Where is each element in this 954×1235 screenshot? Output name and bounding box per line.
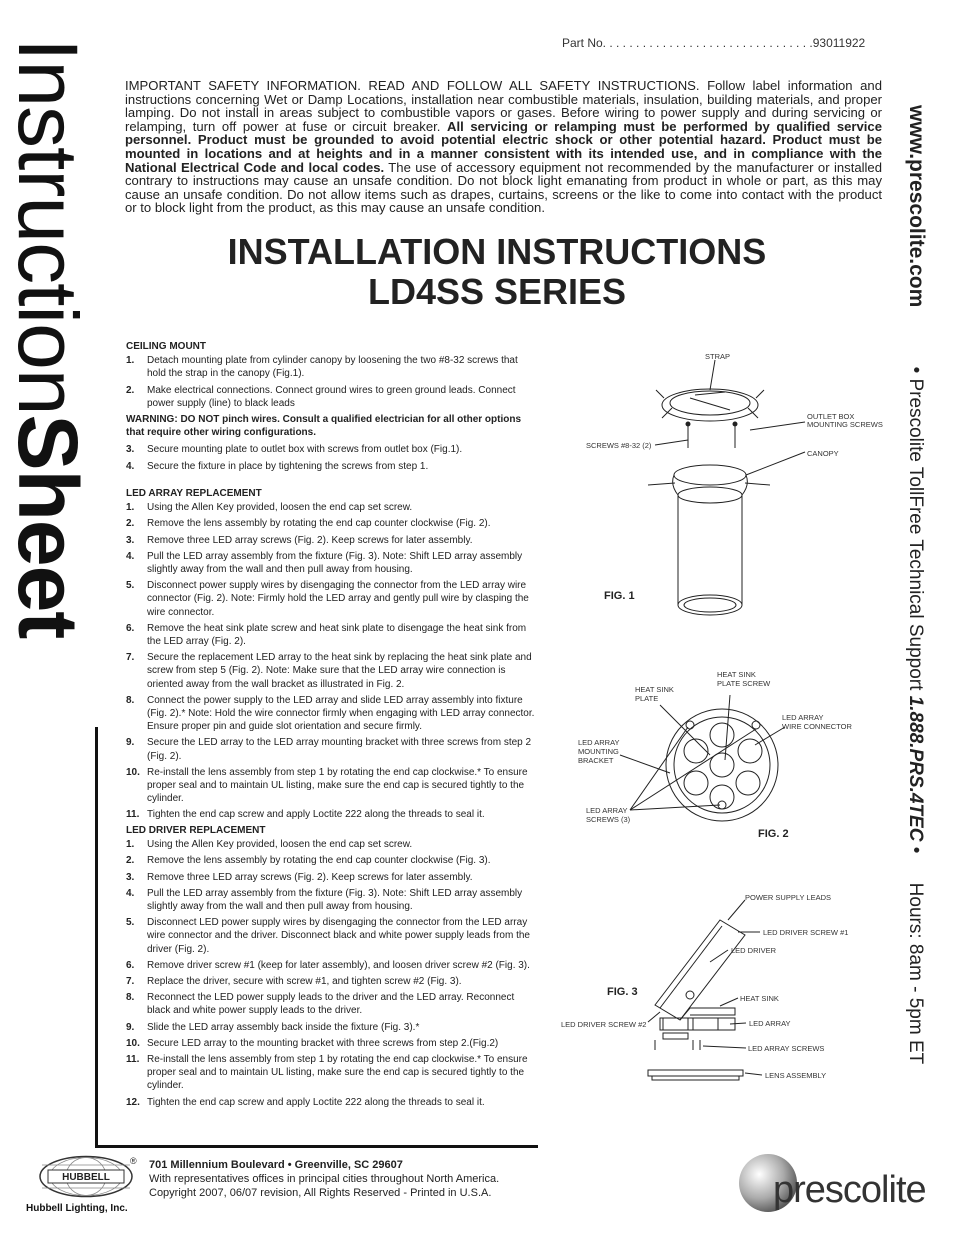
step-number: 6. xyxy=(126,622,135,634)
title-sheet: Sheet xyxy=(1,414,95,639)
instruction-step xyxy=(126,534,538,547)
step-number: 8. xyxy=(126,992,135,1004)
ceiling-warning: WARNING: DO NOT pinch wires. Consult a qualified electrician for all other options that require other wiring configurations. xyxy=(126,414,522,439)
bullet-2: • xyxy=(905,846,926,854)
step-number: 4. xyxy=(126,460,135,472)
step-number: 11. xyxy=(126,1054,140,1066)
step-text: Using the Allen Key provided, loosen the end cap set screw. xyxy=(147,839,413,851)
fig1-mounting-screws-label: MOUNTING SCREWS xyxy=(807,420,883,429)
safety-text-bold: All servicing or relamping must be performed by qualified service personnel. Product must be grounded to avoid potential electric shock or other potential hazard. Product must be mounted in locations and at heights and in a manner consistent with its intended use, and in compliance with the National Electrical Code and local codes. xyxy=(125,118,882,175)
step-number: 7. xyxy=(126,976,135,988)
step-number: 9. xyxy=(126,737,135,749)
footer-copyright: Copyright 2007, 06/07 revision, All Rights Reserved - Printed in U.S.A. xyxy=(149,1187,492,1199)
instruction-step xyxy=(126,838,538,851)
step-number: 1. xyxy=(126,839,135,851)
instruction-step xyxy=(126,736,538,762)
instruction-step xyxy=(126,1037,538,1050)
step-text: Re-install the lens assembly from step 1 by rotating the end cap clockwise.* To ensure proper seal and to maintain UL listing, make sure the end cap is secured tightly to the cylinder. xyxy=(147,766,528,805)
instruction-sheet-vertical-title xyxy=(0,38,126,738)
main-title-line-1: INSTALLATION INSTRUCTIONS xyxy=(227,231,767,272)
fig2-wire-connector-label-1: LED ARRAY xyxy=(782,713,824,722)
step-text: Re-install the lens assembly from step 1 by rotating the end cap clockwise.* To ensure proper seal and to maintain UL listing, make sure the end cap is secured tightly to the cylinder. xyxy=(147,1054,528,1092)
hubbell-logo xyxy=(38,1155,134,1198)
prescolite-logo-text: prescolite xyxy=(773,1169,926,1211)
step-text: Secure the LED array to the LED array mounting bracket with three screws from step 2 (Fig. 2). xyxy=(147,737,532,762)
step-number: 8. xyxy=(126,694,135,706)
instruction-step xyxy=(126,694,538,734)
step-number: 10. xyxy=(126,1037,140,1049)
fig2-heat-sink-plate-label-1: HEAT SINK xyxy=(635,685,674,694)
fig3-led-array-label: LED ARRAY xyxy=(749,1019,791,1028)
step-text: Detach mounting plate from cylinder canopy by loosening the two #8-32 screws that hold the strap in the canopy (Fig.1). xyxy=(147,355,518,380)
support-hours: Hours: 8am - 5pm ET xyxy=(905,882,926,1065)
step-text: Reconnect the LED power supply leads to the driver and the LED array. Reconnect black and white power supply leads to the driver. xyxy=(147,992,515,1017)
step-text: Slide the LED array assembly back inside the fixture (Fig. 3).* xyxy=(147,1021,420,1033)
right-contact-strip xyxy=(890,105,936,1135)
part-number-dots: . . . . . . . . . . . . . . . . . . . . . . . . . . . . . . . xyxy=(606,36,813,50)
step-text: Secure the replacement LED array to the heat sink by replacing the heat sink plate and screw from step 5 (Fig. 2). Note: Make sure that the LED array wire connection is oriented away from the wall bracket as illustrated in Fig. 2. xyxy=(147,652,532,690)
website-url[interactable]: www.prescolite.com xyxy=(905,105,928,308)
support-text: Prescolite TollFree Technical Support xyxy=(905,378,926,691)
led-array-heading: LED ARRAY REPLACEMENT xyxy=(126,488,262,499)
fig2-heat-sink-plate-label-2: PLATE xyxy=(635,694,659,703)
safety-information xyxy=(125,79,882,215)
step-number: 11. xyxy=(126,809,140,821)
step-text: Tighten the end cap screw and apply Loctite 222 along the threads to seal it. xyxy=(147,1096,485,1108)
step-text: Disconnect LED power supply wires by disengaging the connector from the LED array wire connector and the driver. Disconnect black and white power supply leads from the driver (Fig. 2). xyxy=(147,917,530,955)
step-number: 2. xyxy=(126,518,135,530)
step-text: Remove three LED array screws (Fig. 2). Keep screws for later assembly. xyxy=(147,534,473,546)
safety-text-1: IMPORTANT SAFETY INFORMATION. READ AND FOLLOW ALL SAFETY INSTRUCTIONS. Follow label information and instructions concerning Wet or Damp Locations, installation near combustible materials, insulation, building materials, and proper lamping. Do not install in areas subject to combustible vapors or gases. Before wiring to power supply and during servicing or relamping, turn off power at fuse or circuit breaker. xyxy=(125,78,882,134)
instruction-step xyxy=(126,871,538,884)
step-text: Secure the fixture in place by tightening the screws from step 1. xyxy=(147,460,429,472)
support-phone: 1.888.PRS.4TEC xyxy=(905,695,926,842)
step-number: 3. xyxy=(126,444,135,456)
step-text: Pull the LED array assembly from the fixture (Fig. 3). Note: Shift LED array assembly slightly away from the wall and then pull away from housing. xyxy=(147,887,523,913)
instruction-step xyxy=(126,959,538,972)
step-number: 1. xyxy=(126,502,135,514)
fig1-canopy-label: CANOPY xyxy=(807,449,839,458)
title-instruction: Instruction xyxy=(1,38,95,415)
fig3-driver-screw1-label: LED DRIVER SCREW #1 xyxy=(763,928,849,937)
main-title-line-2: LD4SS SERIES xyxy=(367,271,627,312)
fig2-bracket-label-3: BRACKET xyxy=(578,756,614,765)
instruction-step xyxy=(126,887,538,913)
step-text: Using the Allen Key provided, loosen the end cap set screw. xyxy=(147,502,413,514)
led-driver-replacement-section xyxy=(126,824,538,1112)
fig2-wire-connector-label-2: WIRE CONNECTOR xyxy=(782,722,852,731)
instruction-step xyxy=(126,916,538,956)
led-array-replacement-section xyxy=(126,487,538,825)
instruction-step xyxy=(126,384,538,410)
step-number: 3. xyxy=(126,534,135,546)
ceiling-mount-heading: CEILING MOUNT xyxy=(126,341,206,352)
step-text: Connect the power supply to the LED array and slide LED array assembly into fixture (Fig. 2).* Note: Hold the wire connector firmly when engaging with LED array connector. Ensure proper pin and guide slot orientation and secure firmly. xyxy=(147,694,535,733)
step-text: Remove the heat sink plate screw and heat sink plate to disengage the heat sink from the LED array (Fig. 2). xyxy=(147,622,527,648)
step-number: 4. xyxy=(126,887,135,899)
instruction-step xyxy=(126,766,538,806)
step-number: 12. xyxy=(126,1096,140,1108)
step-text: Make electrical connections. Connect ground wires to green ground leads. Connect power supply (line) to black leads xyxy=(147,384,516,409)
hubbell-lighting-name: Hubbell Lighting, Inc. xyxy=(26,1203,128,1214)
instruction-step xyxy=(126,501,538,514)
fig3-label: FIG. 3 xyxy=(607,986,638,998)
fig3-lens-assembly-label: LENS ASSEMBLY xyxy=(765,1071,827,1080)
fig2-screws-label-2: SCREWS (3) xyxy=(586,815,631,824)
step-number: 3. xyxy=(126,871,135,883)
fig3-power-leads-label: POWER SUPPLY LEADS xyxy=(745,893,832,902)
instruction-step xyxy=(126,854,538,867)
part-number-value: 93011922 xyxy=(812,36,866,50)
step-number: 9. xyxy=(126,1021,135,1033)
step-text: Pull the LED array assembly from the fixture (Fig. 3). Note: Shift LED array assembly slightly away from the wall and then pull away from housing. xyxy=(147,550,523,576)
instruction-step xyxy=(126,460,538,473)
step-number: 7. xyxy=(126,652,135,664)
instruction-step xyxy=(126,550,538,576)
main-title xyxy=(150,232,844,312)
instruction-step xyxy=(126,354,538,380)
instruction-step xyxy=(126,443,538,456)
instruction-step xyxy=(126,975,538,988)
footer-address-block xyxy=(149,1158,499,1200)
fig3-led-array-screws-label: LED ARRAY SCREWS xyxy=(748,1044,825,1053)
prescolite-logo xyxy=(738,1150,934,1220)
step-text: Remove driver screw #1 (keep for later assembly), and loosen driver screw #2 (Fig. 3). xyxy=(147,959,530,971)
fig3-driver-label: LED DRIVER xyxy=(731,946,777,955)
fig3-driver-screw2-label: LED DRIVER SCREW #2 xyxy=(561,1020,647,1029)
instruction-step xyxy=(126,579,538,619)
instruction-step xyxy=(126,622,538,648)
fig1-label: FIG. 1 xyxy=(604,590,635,602)
led-driver-heading: LED DRIVER REPLACEMENT xyxy=(126,825,266,836)
step-text: Disconnect power supply wires by disengaging the connector from the LED array wire connector (Fig. 2). Note: Firmly hold the LED array and gently pull wire by clasping the wire connector. xyxy=(147,580,529,618)
fig2-label: FIG. 2 xyxy=(758,828,789,840)
fig2-heat-sink-plate-screw-label-2: PLATE SCREW xyxy=(717,679,771,688)
footer-representatives: With representatives offices in principal cities throughout North America. xyxy=(149,1173,500,1185)
step-text: Secure mounting plate to outlet box with screws from outlet box (Fig.1). xyxy=(147,444,463,456)
step-number: 5. xyxy=(126,580,135,592)
step-number: 10. xyxy=(126,766,140,778)
step-text: Remove the lens assembly by rotating the end cap counter clockwise (Fig. 2). xyxy=(147,518,491,530)
fig2-screws-label-1: LED ARRAY xyxy=(586,806,628,815)
step-text: Replace the driver, secure with screw #1, and tighten screw #2 (Fig. 3). xyxy=(147,976,462,988)
step-text: Remove the lens assembly by rotating the end cap counter clockwise (Fig. 3). xyxy=(147,855,491,867)
hubbell-logo-text: HUBBELL xyxy=(62,1172,110,1183)
instruction-step xyxy=(126,1096,538,1109)
footer-address: 701 Millennium Boulevard • Greenville, SC 29607 xyxy=(149,1159,403,1171)
fig1-drawing xyxy=(560,340,890,620)
part-number-line xyxy=(562,36,865,50)
step-number: 1. xyxy=(126,355,135,367)
part-number-label: Part No. xyxy=(562,36,607,50)
step-number: 2. xyxy=(126,384,135,396)
step-text: Secure LED array to the mounting bracket with three screws from step 2.(Fig.2) xyxy=(147,1037,499,1049)
ceiling-mount-section xyxy=(126,340,538,476)
step-number: 2. xyxy=(126,855,135,867)
step-text: Tighten the end cap screw and apply Loctite 222 along the threads to seal it. xyxy=(147,809,485,821)
bullet-1: • xyxy=(905,366,926,374)
instruction-step xyxy=(126,991,538,1017)
instruction-step xyxy=(126,517,538,530)
registered-mark: ® xyxy=(130,1156,137,1166)
step-number: 6. xyxy=(126,959,135,971)
safety-text-2: The use of accessory equipment not recommended by the manufacturer or installed contrary to instructions may cause an unsafe condition. Do not block light emanating from product in whole or part, as this may cause an unsafe condition. Do not allow items such as drapes, curtains, screens or the like to come into contact with the product or to block light from the product, as this may cause an unsafe condition. xyxy=(125,159,882,216)
instruction-step xyxy=(126,808,538,821)
fig2-bracket-label-2: MOUNTING xyxy=(578,747,619,756)
fig1-screws-label: SCREWS #8-32 (2) xyxy=(586,441,652,450)
step-number: 4. xyxy=(126,550,135,562)
step-text: Remove three LED array screws (Fig. 2). Keep screws for later assembly. xyxy=(147,871,473,883)
fig3-heat-sink-label: HEAT SINK xyxy=(740,994,779,1003)
fig1-outlet-box-label: OUTLET BOX xyxy=(807,412,855,421)
fig2-heat-sink-plate-screw-label-1: HEAT SINK xyxy=(717,670,756,679)
instruction-step xyxy=(126,1021,538,1034)
fig1-strap-label: STRAP xyxy=(705,352,731,361)
step-number: 5. xyxy=(126,917,135,929)
instruction-step xyxy=(126,651,538,691)
fig2-bracket-label-1: LED ARRAY xyxy=(578,738,620,747)
instruction-step xyxy=(126,1053,538,1093)
